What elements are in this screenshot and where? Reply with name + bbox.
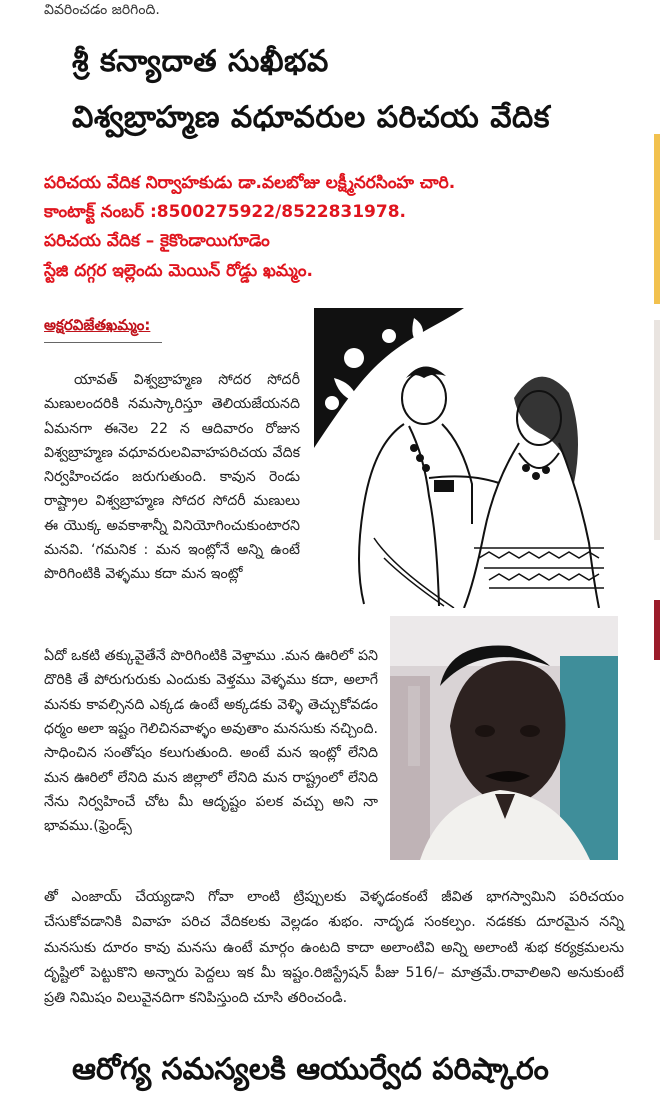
article-body-column — [44, 368, 300, 587]
headline-line1: శ్రీ కన్యాదాత సుఖీభవ — [72, 44, 329, 79]
byline: అక్షరవిజేతఖమ్మం: — [44, 316, 151, 334]
venue-line: పరిచయ వేదిక – కైకొండాయిగూడెం — [44, 231, 270, 251]
article-body-middle — [44, 630, 378, 853]
previous-article-tail: వివరించడం జరిగింది. — [44, 2, 160, 18]
edge-strip-red — [654, 600, 660, 660]
article-paragraph-left: యావత్ విశ్వబ్రాహ్మణ సోదర సోదరీ మణులందరికి నమస్కారిస్తూ తెలియజేయనది ఏమనగా ఈనెల 22 న ఆదివారం రోజున విశ్వబ్రాహ్మణ వధూవరులవివాహపరిచయ వేదిక నిర్వహించడం జరుగుతుంది. కావున రెండు రాష్ట్రాల విశ్వబ్రాహ్మణ సోదర సోదరీ మణులు ఈ యొక్క అవకాశాన్నీ వినియోగించుకుంటారని మనవి. ‘గమనిక : మన ఇంట్లోనే అన్ని ఉంటే పొరిగింటికి వెళ్ళము కదా మన ఇంట్లో — [44, 372, 300, 583]
byline-divider — [44, 342, 162, 343]
article-paragraph-middle: ఏదో ఒకటి తక్కువైతేనే పొరిగింటికి వెళ్తాము .మన ఊరిలో పని దొరికి తే పోరుగురుకు ఎందుకు వెళ్తము వెళ్ళము కదా, అలాగే మనకు కావల్సినది ఎక్కడ ఉంటే అక్కడకు వెళ్ళి తెచ్చుకోవడం ధర్మం అలా ఇష్టం గెలిచినవాళ్ళం అవుతాం మనసుకు నచ్చింది. సాధించిన సంతోషం కలుగుతుంది. అంటే మన ఇంట్లో లేనిది మన ఊరిలో లేనిది మన జిల్లాలో లేనిది మన రాష్ట్రంలో లేనిది నేను నిర్వహించే చోట మీ ఆదృష్టం పలక వచ్చు అని నా భావము.(ఫ్రెండ్స్ — [44, 648, 378, 835]
edge-strip-grey — [654, 320, 660, 540]
next-headline-partial: ఆరోగ్య సమస్యలకి ఆయుర్వేద పరిష్కారం — [72, 1052, 549, 1087]
headline-line2: విశ్వబ్రాహ్మణ వధూవరుల పరిచయ వేదిక — [72, 100, 550, 135]
article-paragraph-full: తో ఎంజాయ్ చేయ్యడాని గోవా లాంటి ట్రిప్పులకు వెళ్ళడంకంటే జీవిత భాగస్వామిని పరిచయం చేసుకోవడానికి వివాహ పరిచ వేదికలకు వెల్లడం శుభం. నాదృడ సంకల్పం. నడకకు దూరమైన నన్ని మనసుకు దూరం కావు మనసు ఉంటే మార్గం ఉంటది కాదా అలాంటివి అన్ని అలాంటి శుభ కర్యక్రమలను దృష్టిలో పెట్టుకొని అన్నారు పెద్దలు ఇక మీ ఇష్టం.రిజిస్ట్రేషన్ పీజు 516/– మాత్రమే.రావాలిఅని అనుకుంటే ప్రతి నిమిషం విలువైనదిగా కనిపిస్తుంది చూసి తరించండి. — [44, 889, 624, 1007]
organizer-line: పరిచయ వేదిక నిర్వాహకుడు డా.వలబోజు లక్ష్మీనరసింహ చారి. — [44, 173, 456, 193]
contact-line: కాంటాక్ట్ నంబర్ :8500275922/8522831978. — [44, 202, 407, 222]
article-body-full — [44, 885, 624, 1011]
wedding-couple-illustration — [314, 308, 614, 608]
address-line: స్టేజి దగ్గర ఇల్లెందు మెయిన్ రోడ్డు ఖమ్మం. — [44, 261, 313, 281]
edge-strip-yellow — [654, 134, 660, 304]
person-photo — [390, 616, 618, 860]
